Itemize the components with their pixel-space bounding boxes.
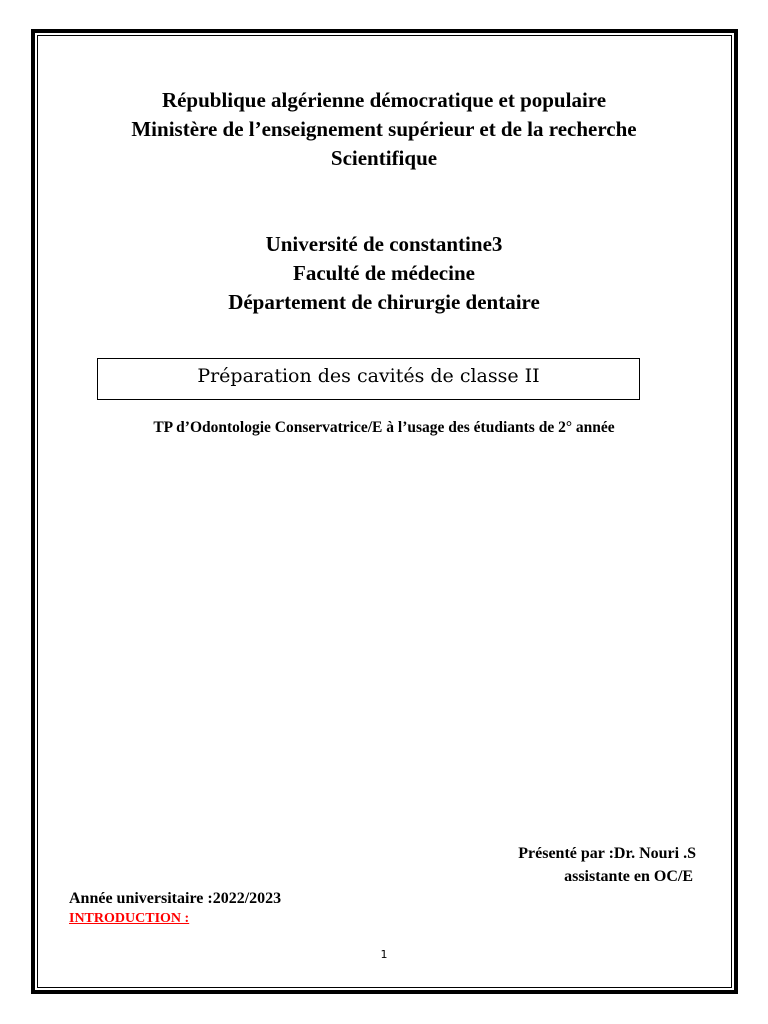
presenter-role: assistante en OC/E — [564, 868, 693, 885]
faculty-name: Faculté de médecine — [293, 261, 475, 285]
ministry-header — [0, 86, 768, 173]
header-ministry: Ministère de l’enseignement supérieur et de la recherche — [131, 117, 637, 141]
header-republic: République algérienne démocratique et populaire — [161, 88, 607, 112]
institution-header — [0, 230, 768, 317]
document-title-box — [97, 358, 640, 400]
academic-year: Année universitaire :2022/2023 — [69, 890, 282, 907]
presenter-block — [518, 842, 696, 888]
document-subtitle: TP d’Odontologie Conservatrice/E à l’usage des étudiants de 2° année — [153, 419, 615, 436]
university-name: Université de constantine3 — [265, 232, 503, 256]
introduction-heading: INTRODUCTION : — [69, 911, 190, 926]
document-title: Préparation des cavités de classe II — [197, 365, 540, 387]
presenter-name: Présenté par :Dr. Nouri .S — [518, 845, 696, 862]
department-name: Département de chirurgie dentaire — [228, 290, 540, 314]
page-number: 1 — [380, 948, 388, 961]
header-scientifique: Scientifique — [330, 146, 438, 170]
